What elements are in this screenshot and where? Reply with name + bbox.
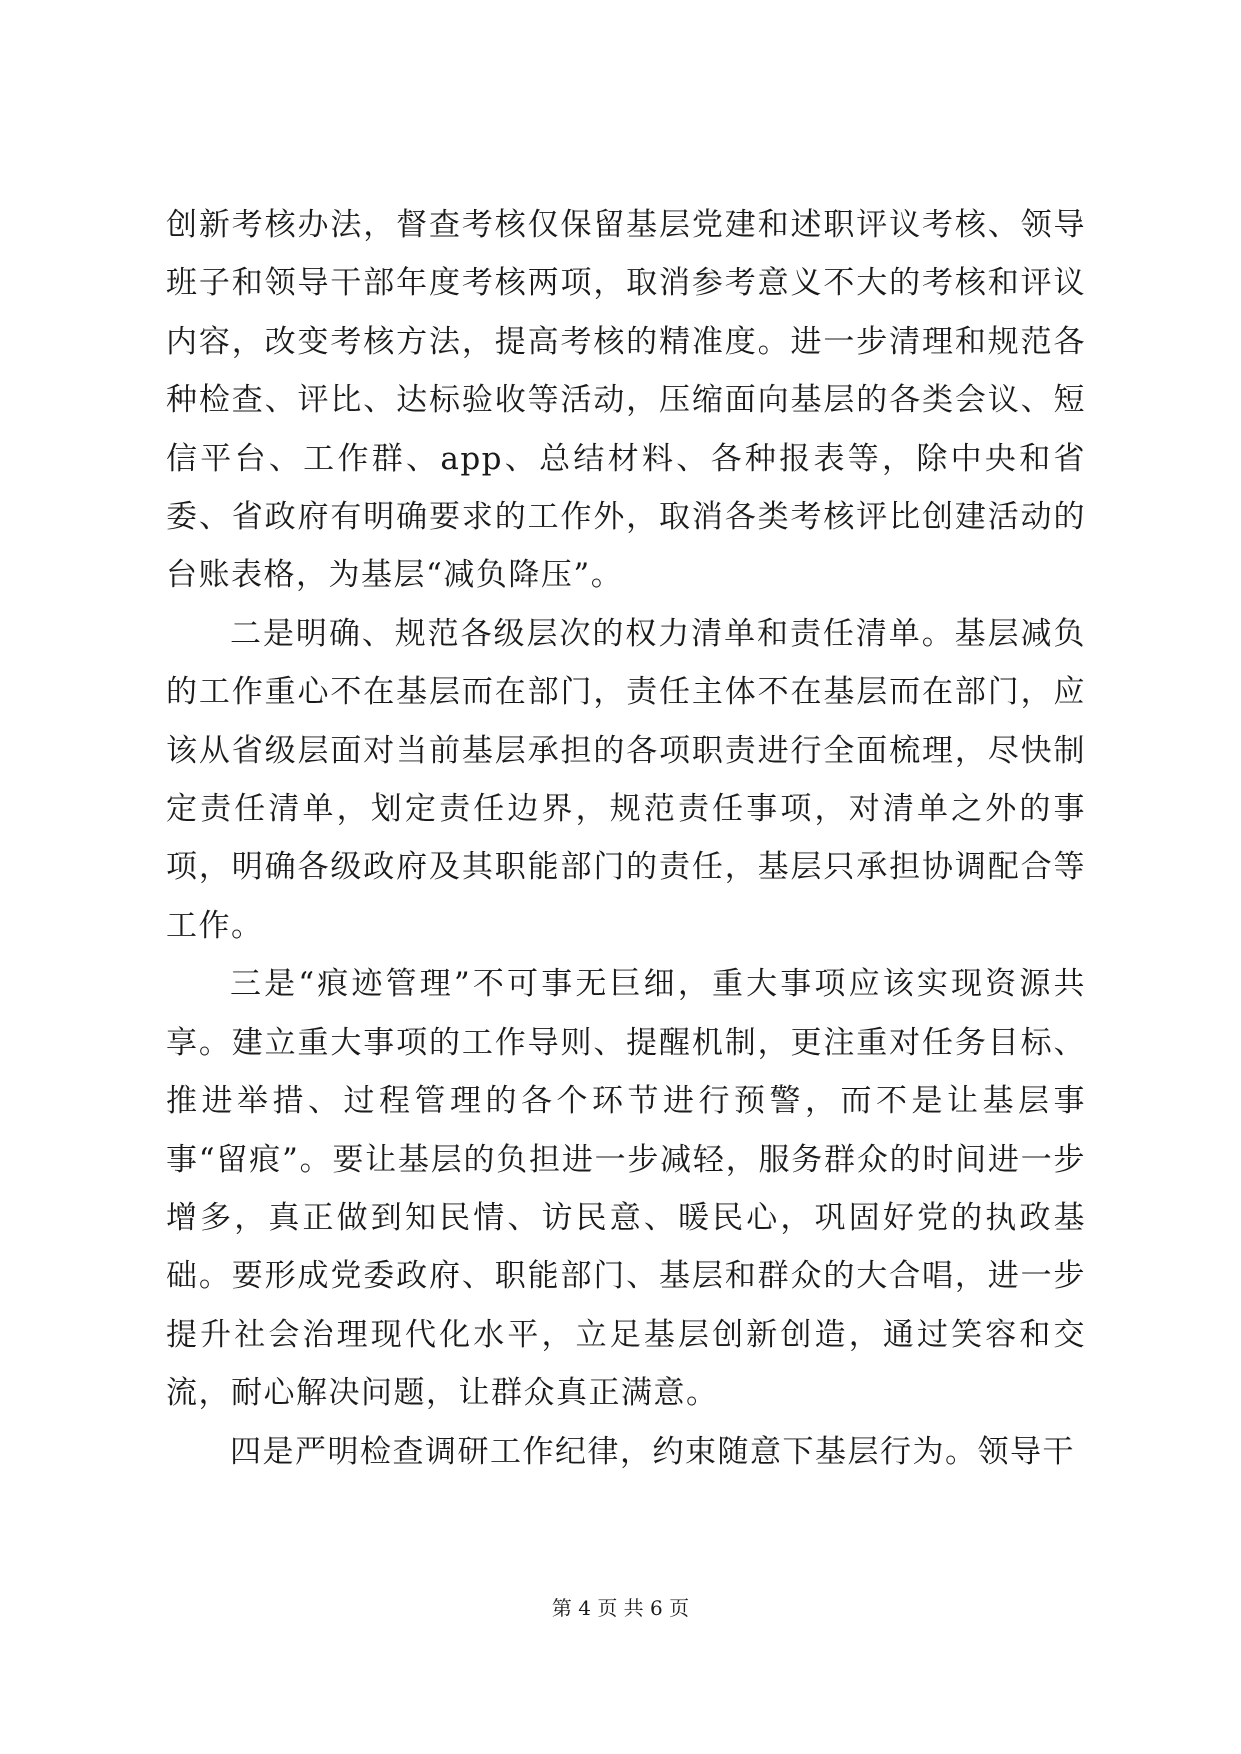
paragraph-4: 四是严明检查调研工作纪律，约束随意下基层行为。领导干: [230, 1433, 1075, 1470]
paragraph-2: 二是明确、规范各级层次的权力清单和责任清单。基层减负的工作重心不在基层而在部门，责任主体不在基层而在部门，应该从省级层面对当前基层承担的各项职责进行全面梳理，尽快制定责任清单，划定责任边界，规范责任事项，对清单之外的事项，明确各级政府及其职能部门的责任，基层只承担协调配合等工作。: [166, 615, 1086, 944]
page-footer: 第 4 页 共 6 页: [551, 1596, 690, 1620]
paragraph-1: 创新考核办法，督查考核仅保留基层党建和述职评议考核、领导班子和领导干部年度考核两项，取消参考意义不大的考核和评议内容，改变考核方法，提高考核的精准度。进一步清理和规范各种检查、评比、达标验收等活动，压缩面向基层的各类会议、短信平台、工作群、app、总结材料、各种报表等，除中央和省委、省政府有明确要求的工作外，取消各类考核评比创建活动的台账表格，为基层“减负降压”。: [166, 207, 1086, 594]
paragraph-3: 三是“痕迹管理”不可事无巨细，重大事项应该实现资源共享。建立重大事项的工作导则、提醒机制，更注重对任务目标、推进举措、过程管理的各个环节进行预警，而不是让基层事事“留痕”。要让基层的负担进一步减轻，服务群众的时间进一步增多，真正做到知民情、访民意、暖民心，巩固好党的执政基础。要形成党委政府、职能部门、基层和群众的大合唱，进一步提升社会治理现代化水平，立足基层创新创造，通过笑容和交流，耐心解决问题，让群众真正满意。: [166, 966, 1086, 1412]
document-body: [166, 196, 1086, 1481]
